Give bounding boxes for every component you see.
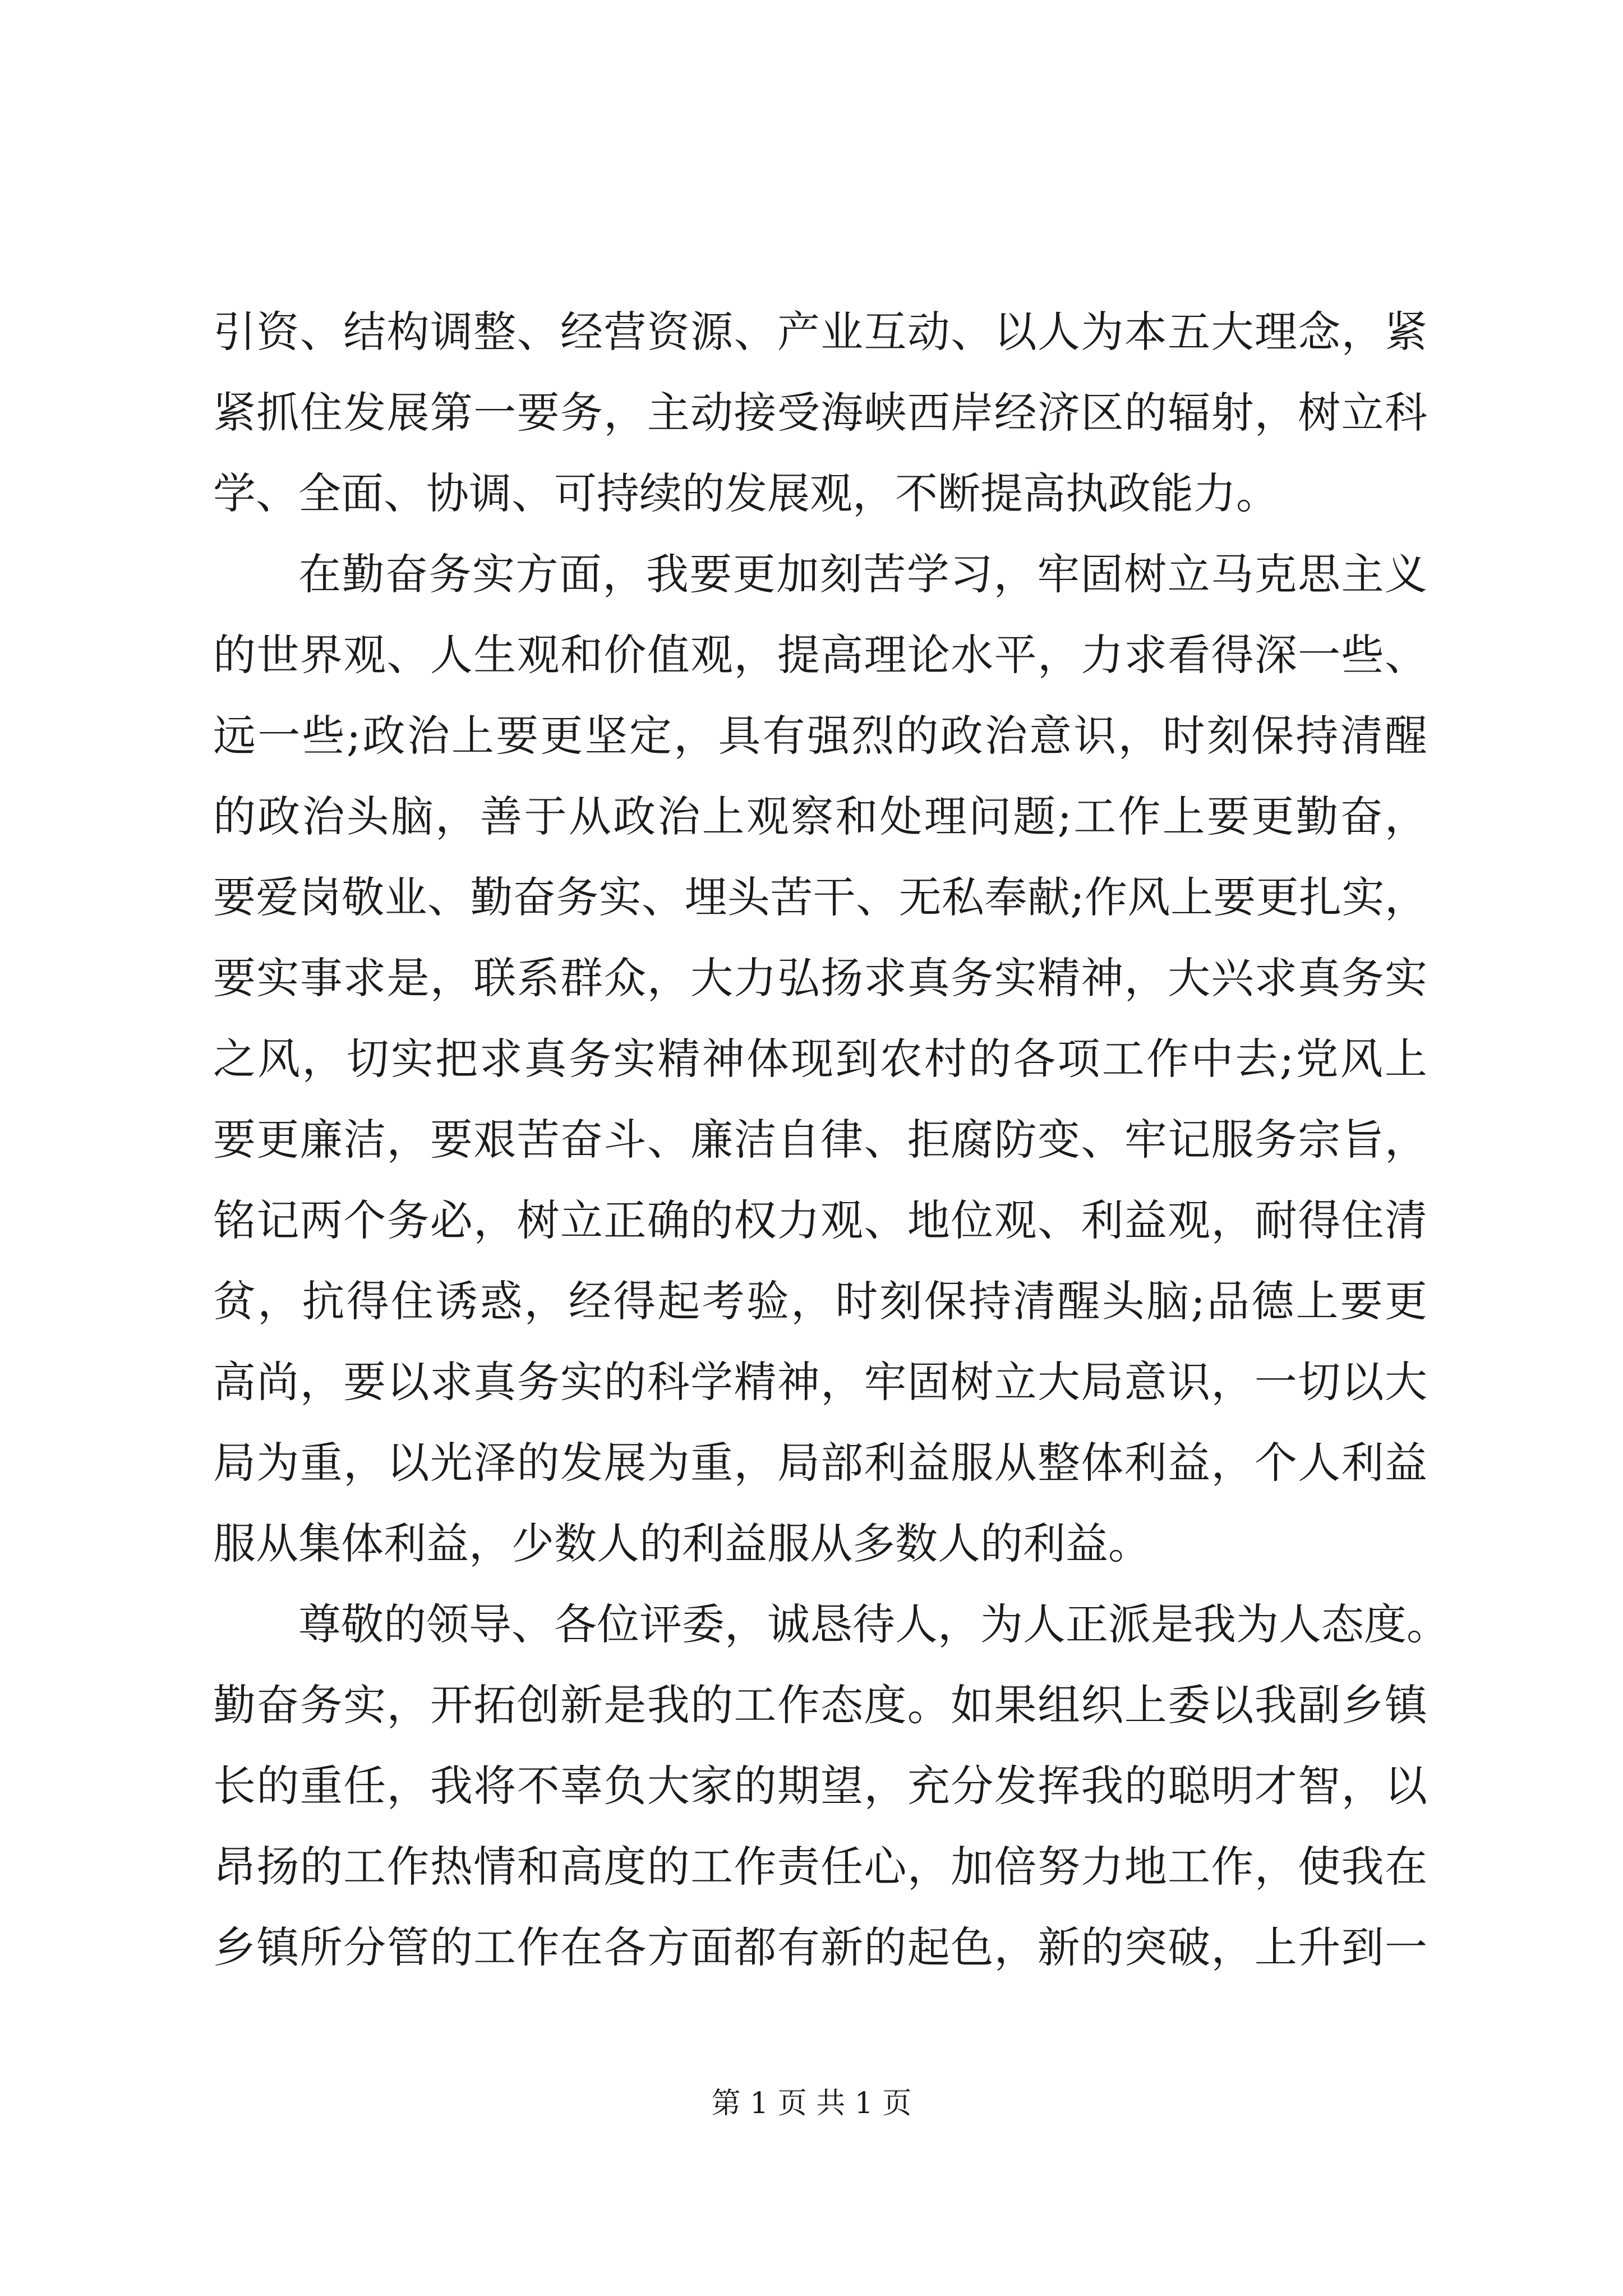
text-line: 贫，抗得住诱惑，经得起考验，时刻保持清醒头脑;品德上要更 (213, 1276, 1427, 1326)
paragraph-first-line: 在勤奋务实方面，我要更加刻苦学习，牢固树立马克思主义 (298, 549, 1427, 599)
text-line: 要实事求是，联系群众，大力弘扬求真务实精神，大兴求真务实 (213, 953, 1427, 1003)
text-line: 局为重，以光泽的发展为重，局部利益服从整体利益，个人利益 (213, 1438, 1427, 1488)
text-line: 要爱岗敬业、勤奋务实、埋头苦干、无私奉献;作风上要更扎实， (213, 872, 1427, 922)
text-line: 铭记两个务必，树立正确的权力观、地位观、利益观，耐得住清 (213, 1195, 1427, 1245)
text-line: 高尚，要以求真务实的科学精神，牢固树立大局意识，一切以大 (213, 1357, 1427, 1407)
text-line: 服从集体利益，少数人的利益服从多数人的利益。 (213, 1519, 1151, 1568)
document-body (213, 292, 1449, 1988)
text-line: 学、全面、协调、可持续的发展观，不断提高执政能力。 (213, 468, 1279, 518)
text-line: 紧抓住发展第一要务，主动接受海峡西岸经济区的辐射，树立科 (213, 388, 1427, 438)
text-line: 要更廉洁，要艰苦奋斗、廉洁自律、拒腐防变、牢记服务宗旨， (213, 1115, 1427, 1165)
text-line: 昂扬的工作热情和高度的工作责任心，加倍努力地工作，使我在 (213, 1842, 1427, 1892)
text-line: 远一些;政治上要更坚定，具有强烈的政治意识，时刻保持清醒 (213, 711, 1427, 761)
text-line: 的世界观、人生观和价值观，提高理论水平，力求看得深一些、 (213, 630, 1427, 680)
text-line: 长的重任，我将不辜负大家的期望，充分发挥我的聪明才智，以 (213, 1761, 1427, 1811)
text-line: 之风，切实把求真务实精神体现到农村的各项工作中去;党风上 (213, 1034, 1427, 1084)
paragraph-first-line: 尊敬的领导、各位评委，诚恳待人，为人正派是我为人态度。 (298, 1599, 1449, 1649)
page-number-footer: 第 1 页 共 1 页 (711, 2087, 912, 2120)
text-line: 的政治头脑，善于从政治上观察和处理问题;工作上要更勤奋， (213, 792, 1427, 841)
text-line: 勤奋务实，开拓创新是我的工作态度。如果组织上委以我副乡镇 (213, 1680, 1427, 1730)
text-line: 乡镇所分管的工作在各方面都有新的起色，新的突破，上升到一 (213, 1922, 1427, 1972)
text-line: 引资、结构调整、经营资源、产业互动、以人为本五大理念，紧 (213, 307, 1427, 357)
